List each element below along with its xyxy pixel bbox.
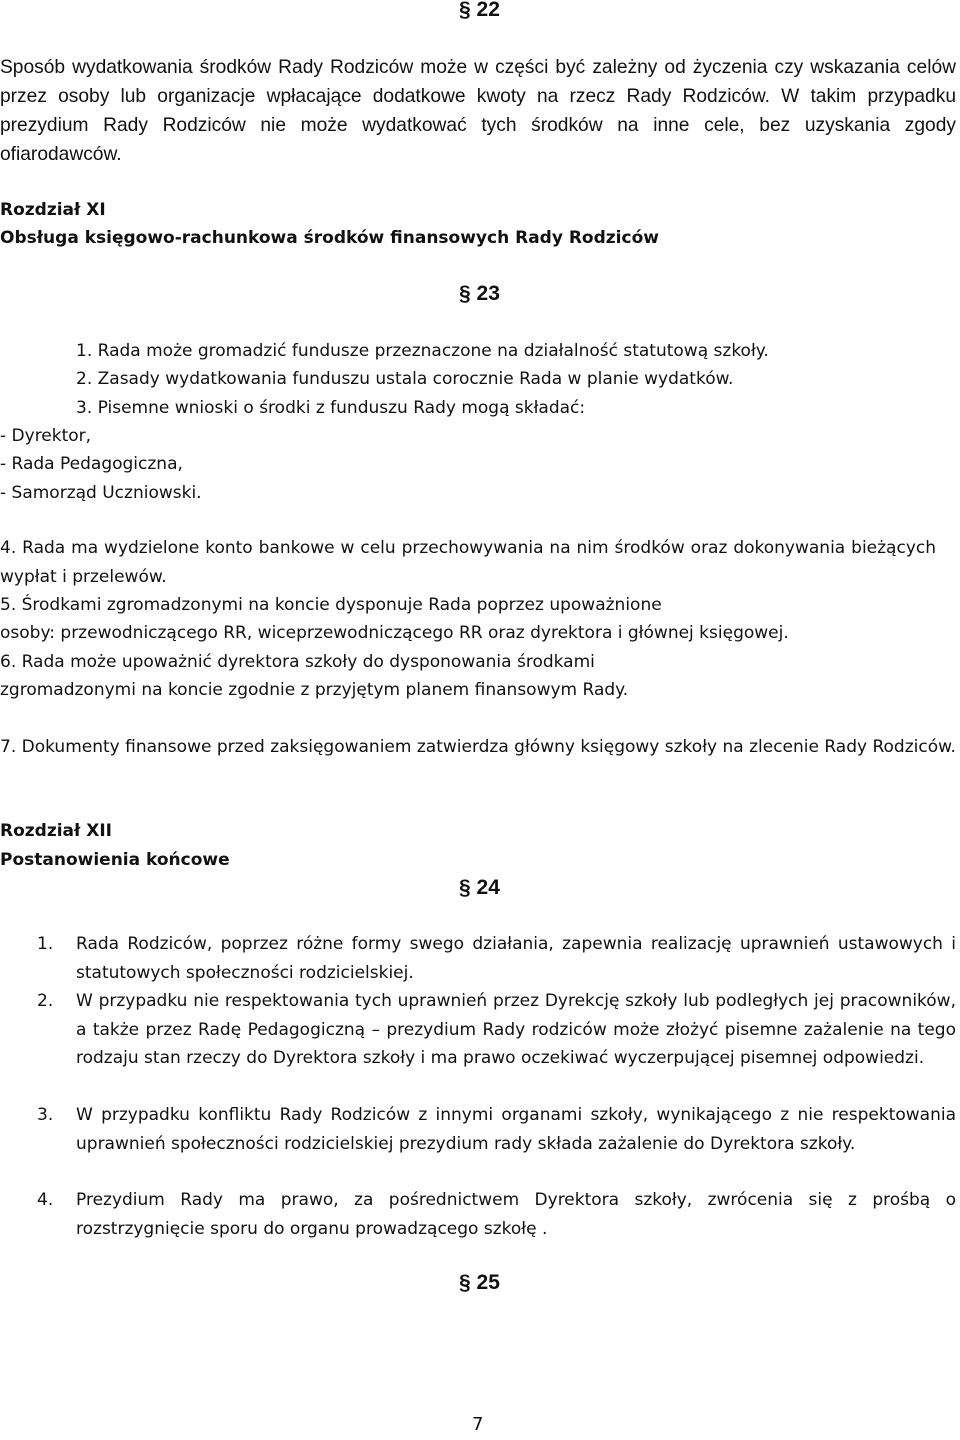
section-22-paragraph: Sposób wydatkowania środków Rady Rodziców może w części być zależny od życzenia czy wskazania celów przez osoby lub organizacje wpłacające dodatkowe kwoty na rzecz Rady Rodziców. W takim przypadku prezydium Rady Rodziców nie może wydatkować tych środków na inne cele, bez uzyskania zgody ofiarodawców. <box>0 57 956 165</box>
item-number: 2. <box>76 369 93 389</box>
item-text: Rada Rodziców, poprzez różne formy swego działania, zapewnia realizację uprawnień ustawowych i statutowych społeczności rodzicielskiej. <box>76 934 956 983</box>
item-text: Rada może gromadzić fundusze przeznaczone na działalność statutową szkoły. <box>97 341 769 361</box>
item-text: Zasady wydatkowania funduszu ustala corocznie Rada w planie wydatków. <box>97 369 734 389</box>
section-23-item-4: 4. Rada ma wydzielone konto bankowe w celu przechowywania na nim środków oraz dokonywania bieżących wypłat i przelewów. <box>0 538 936 587</box>
item-text: Pisemne wnioski o środki z funduszu Rady mogą składać: <box>97 398 586 418</box>
section-22-heading: § 22 <box>459 0 500 21</box>
dash-list-item: - Rada Pedagogiczna, <box>0 454 183 474</box>
section-23-item-6-line1: 6. Rada może upoważnić dyrektora szkoły do dysponowania środkami <box>0 652 595 672</box>
chapter-xi-label: Rozdział XI <box>0 200 106 220</box>
item-text: W przypadku konfliktu Rady Rodziców z innymi organami szkoły, wynikającego z nie respektowania uprawnień społeczności rodzicielskiej prezydium rady składa zażalenie do Dyrektora szkoły. <box>76 1105 956 1154</box>
item-number: 3. <box>37 1105 54 1125</box>
item-text: Prezydium Rady ma prawo, za pośrednictwem Dyrektora szkoły, zwrócenia się z prośbą o rozstrzygnięcie sporu do organu prowadzącego szkołę . <box>76 1190 956 1239</box>
dash-list-item: - Dyrektor, <box>0 426 92 446</box>
item-number: 3. <box>76 398 93 418</box>
item-text: W przypadku nie respektowania tych uprawnień przez Dyrekcję szkoły lub podległych jej pracowników, a także przez Radę Pedagogiczną – prezydium Rady rodziców może złożyć pisemne zażalenie na tego rodzaju stan rzeczy do Dyrektora szkoły i ma prawo oczekiwać wyczerpującej pisemnej odpowiedzi. <box>76 991 956 1068</box>
chapter-xii-title: Postanowienia końcowe <box>0 850 230 870</box>
section-23-item-5-line2: osoby: przewodniczącego RR, wiceprzewodniczącego RR oraz dyrektora i głównej księgowej. <box>0 623 789 643</box>
section-23-item-6-line2: zgromadzonymi na koncie zgodnie z przyjętym planem finansowym Rady. <box>0 680 629 700</box>
page-number: 7 <box>472 1414 484 1435</box>
section-23-item-7: 7. Dokumenty finansowe przed zaksięgowaniem zatwierdza główny księgowy szkoły na zlecenie Rady Rodziców. <box>0 737 956 757</box>
section-23-item-5-line1: 5. Środkami zgromadzonymi na koncie dysponuje Rada poprzez upoważnione <box>0 595 662 615</box>
item-number: 1. <box>37 934 54 954</box>
item-number: 4. <box>37 1190 54 1210</box>
item-number: 2. <box>37 991 54 1011</box>
section-25-heading: § 25 <box>459 1271 500 1294</box>
section-23-item-1 <box>76 337 769 366</box>
section-23-item-3 <box>76 394 585 423</box>
dash-list-item: - Samorząd Uczniowski. <box>0 483 202 503</box>
section-24-heading: § 24 <box>459 876 500 899</box>
chapter-xi-title: Obsługa księgowo-rachunkowa środków finansowych Rady Rodziców <box>0 228 659 248</box>
chapter-xii-label: Rozdział XII <box>0 821 113 841</box>
section-23-item-2 <box>76 365 733 394</box>
section-23-heading: § 23 <box>459 282 500 305</box>
item-number: 1. <box>76 341 93 361</box>
